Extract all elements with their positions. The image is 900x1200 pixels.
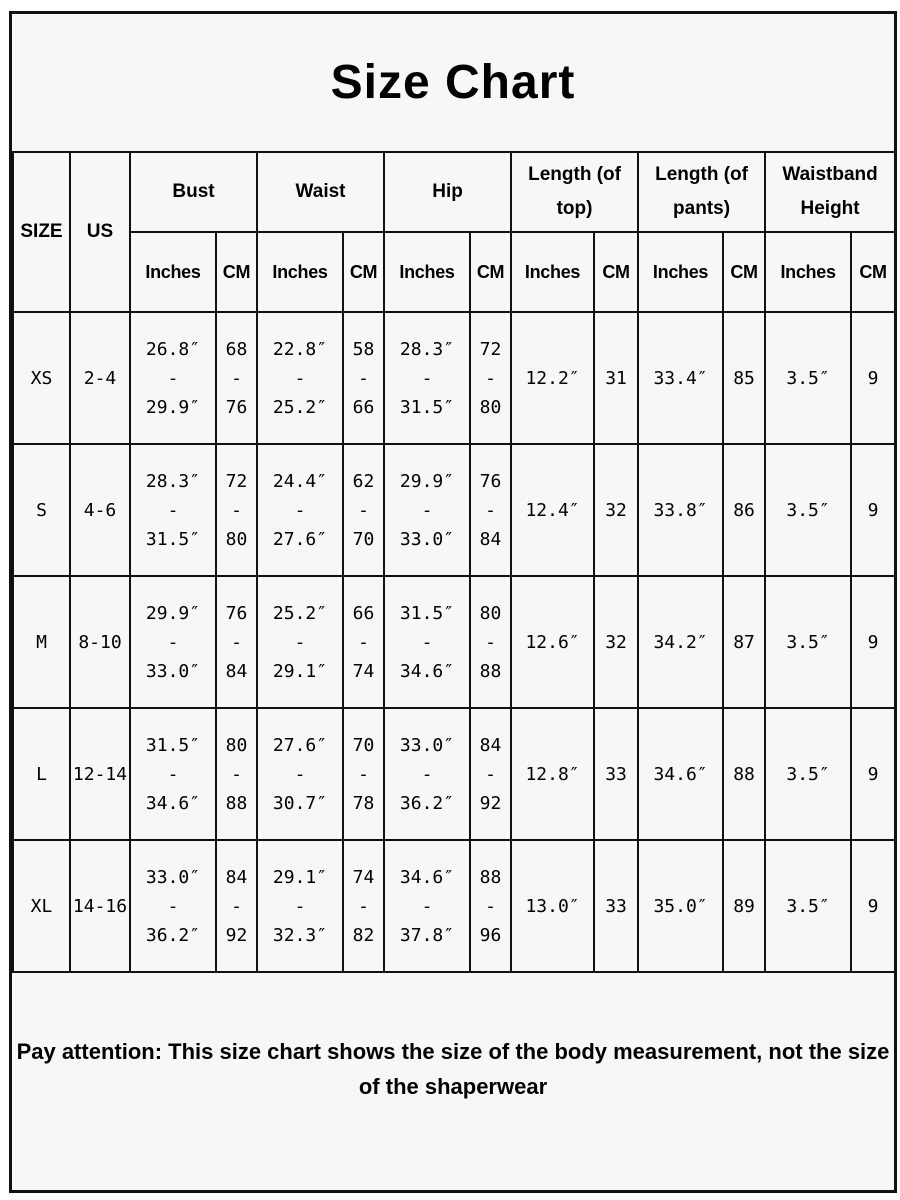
us-cell: 12-14: [70, 708, 130, 840]
range-max: 29.1″: [272, 660, 328, 682]
range-min: 84: [479, 734, 502, 756]
range-min: 29.9″: [399, 470, 455, 492]
unit-inches: Inches: [511, 232, 594, 312]
unit-cm: CM: [216, 232, 257, 312]
range-dash: -: [485, 631, 496, 653]
hip-cm-cell: [470, 444, 511, 576]
range-dash: -: [231, 631, 242, 653]
pants-length-cm-cell: 87: [723, 576, 765, 708]
top-length-cm-cell: 32: [594, 444, 638, 576]
range-dash: -: [231, 763, 242, 785]
range-min: 29.9″: [145, 602, 201, 624]
size-cell: XL: [13, 840, 70, 972]
hip-cm-cell: [470, 708, 511, 840]
range-min: 58: [352, 338, 375, 360]
range-max: 88: [479, 660, 502, 682]
waistband-inches-cell: 3.5″: [765, 312, 851, 444]
hip-cm-cell: [470, 576, 511, 708]
range-dash: -: [421, 499, 433, 521]
range-max: 27.6″: [272, 528, 328, 550]
unit-inches: Inches: [257, 232, 343, 312]
waist-inches-cell: [257, 576, 343, 708]
range-dash: -: [485, 499, 496, 521]
unit-cm: CM: [470, 232, 511, 312]
size-cell: M: [13, 576, 70, 708]
range-dash: -: [485, 763, 496, 785]
range-max: 70: [352, 528, 375, 550]
bust-inches-cell: [130, 444, 216, 576]
range-dash: -: [358, 763, 369, 785]
range-max: 30.7″: [272, 792, 328, 814]
range-min: 26.8″: [145, 338, 201, 360]
waist-cm-cell: [343, 444, 384, 576]
waistband-cm-cell: 9: [851, 576, 895, 708]
range-dash: -: [485, 895, 496, 917]
waistband-cm-cell: 9: [851, 708, 895, 840]
range-max: 36.2″: [145, 924, 201, 946]
hip-cm-cell: [470, 312, 511, 444]
unit-cm: CM: [851, 232, 895, 312]
waistband-inches-cell: 3.5″: [765, 444, 851, 576]
range-dash: -: [421, 895, 433, 917]
top-length-inches-cell: 12.8″: [511, 708, 594, 840]
range-min: 74: [352, 866, 375, 888]
top-length-inches-cell: 13.0″: [511, 840, 594, 972]
waistband-cm-cell: 9: [851, 444, 895, 576]
unit-inches: Inches: [638, 232, 723, 312]
range-max: 80: [479, 396, 502, 418]
range-max: 33.0″: [399, 528, 455, 550]
range-min: 22.8″: [272, 338, 328, 360]
bust-cm-cell: [216, 708, 257, 840]
header-waistband-height: Waistband Height: [765, 152, 895, 232]
size-cell: S: [13, 444, 70, 576]
unit-inches: Inches: [384, 232, 470, 312]
header-bust: Bust: [130, 152, 257, 232]
range-max: 84: [225, 660, 248, 682]
range-dash: -: [231, 895, 242, 917]
range-dash: -: [167, 895, 179, 917]
range-max: 88: [225, 792, 248, 814]
header-length-pants: Length (of pants): [638, 152, 765, 232]
size-rows: [13, 312, 895, 972]
range-min: 66: [352, 602, 375, 624]
page-title: Size Chart: [330, 56, 576, 109]
waistband-inches-cell: 3.5″: [765, 708, 851, 840]
waistband-cm-cell: 9: [851, 840, 895, 972]
unit-cm: CM: [343, 232, 384, 312]
range-dash: -: [167, 763, 179, 785]
top-length-cm-cell: 33: [594, 840, 638, 972]
range-dash: -: [485, 367, 496, 389]
header-hip: Hip: [384, 152, 511, 232]
unit-inches: Inches: [130, 232, 216, 312]
top-length-inches-cell: 12.2″: [511, 312, 594, 444]
range-min: 76: [225, 602, 248, 624]
us-cell: 8-10: [70, 576, 130, 708]
pants-length-cm-cell: 89: [723, 840, 765, 972]
range-max: 74: [352, 660, 375, 682]
bust-inches-cell: [130, 312, 216, 444]
range-max: 37.8″: [399, 924, 455, 946]
top-length-cm-cell: 33: [594, 708, 638, 840]
range-dash: -: [421, 631, 433, 653]
range-max: 32.3″: [272, 924, 328, 946]
unit-cm: CM: [594, 232, 638, 312]
range-max: 36.2″: [399, 792, 455, 814]
range-min: 80: [225, 734, 248, 756]
bust-inches-cell: [130, 840, 216, 972]
table-row: [13, 312, 895, 444]
bust-cm-cell: [216, 444, 257, 576]
range-max: 34.6″: [145, 792, 201, 814]
range-min: 33.0″: [399, 734, 455, 756]
range-dash: -: [167, 499, 179, 521]
range-max: 92: [225, 924, 248, 946]
bust-cm-cell: [216, 840, 257, 972]
range-min: 72: [479, 338, 502, 360]
range-min: 28.3″: [145, 470, 201, 492]
range-dash: -: [294, 895, 306, 917]
range-dash: -: [358, 499, 369, 521]
hip-inches-cell: [384, 576, 470, 708]
hip-inches-cell: [384, 444, 470, 576]
top-length-inches-cell: 12.6″: [511, 576, 594, 708]
waist-cm-cell: [343, 576, 384, 708]
range-min: 34.6″: [399, 866, 455, 888]
pants-length-inches-cell: 35.0″: [638, 840, 723, 972]
table-row: [13, 840, 895, 972]
waist-cm-cell: [343, 312, 384, 444]
range-dash: -: [358, 367, 369, 389]
top-length-cm-cell: 32: [594, 576, 638, 708]
range-max: 78: [352, 792, 375, 814]
waistband-cm-cell: 9: [851, 312, 895, 444]
pants-length-cm-cell: 88: [723, 708, 765, 840]
table-row: [13, 576, 895, 708]
header-size: SIZE: [13, 152, 70, 312]
range-max: 84: [479, 528, 502, 550]
range-max: 25.2″: [272, 396, 328, 418]
range-dash: -: [421, 763, 433, 785]
size-chart-frame: [9, 11, 897, 1193]
hip-inches-cell: [384, 312, 470, 444]
top-length-inches-cell: 12.4″: [511, 444, 594, 576]
range-min: 68: [225, 338, 248, 360]
range-min: 33.0″: [145, 866, 201, 888]
range-min: 76: [479, 470, 502, 492]
range-min: 72: [225, 470, 248, 492]
header-length-top: Length (of top): [511, 152, 638, 232]
range-max: 76: [225, 396, 248, 418]
range-min: 31.5″: [399, 602, 455, 624]
attention-note: Pay attention: This size chart shows the size of the body measurement, not the size of the shaperwear: [16, 1039, 890, 1099]
range-dash: -: [421, 367, 433, 389]
size-cell: L: [13, 708, 70, 840]
top-length-cm-cell: 31: [594, 312, 638, 444]
waist-inches-cell: [257, 840, 343, 972]
waistband-inches-cell: 3.5″: [765, 840, 851, 972]
table-row: [13, 708, 895, 840]
range-max: 80: [225, 528, 248, 550]
range-dash: -: [294, 631, 306, 653]
waist-cm-cell: [343, 840, 384, 972]
waistband-inches-cell: 3.5″: [765, 576, 851, 708]
header-row-groups: [13, 152, 895, 232]
range-min: 80: [479, 602, 502, 624]
hip-cm-cell: [470, 840, 511, 972]
range-min: 88: [479, 866, 502, 888]
range-max: 34.6″: [399, 660, 455, 682]
header-waist: Waist: [257, 152, 384, 232]
range-max: 66: [352, 396, 375, 418]
pants-length-inches-cell: 33.8″: [638, 444, 723, 576]
range-dash: -: [358, 631, 369, 653]
range-min: 84: [225, 866, 248, 888]
range-max: 29.9″: [145, 396, 201, 418]
range-max: 33.0″: [145, 660, 201, 682]
table-row: [13, 444, 895, 576]
range-dash: -: [294, 763, 306, 785]
unit-cm: CM: [723, 232, 765, 312]
size-table: [12, 151, 896, 973]
range-dash: -: [167, 367, 179, 389]
range-max: 92: [479, 792, 502, 814]
range-min: 70: [352, 734, 375, 756]
range-dash: -: [231, 367, 242, 389]
pants-length-inches-cell: 33.4″: [638, 312, 723, 444]
waist-inches-cell: [257, 312, 343, 444]
range-dash: -: [167, 631, 179, 653]
range-dash: -: [294, 499, 306, 521]
header-row-units: [13, 232, 895, 312]
range-min: 25.2″: [272, 602, 328, 624]
range-dash: -: [231, 499, 242, 521]
range-max: 96: [479, 924, 502, 946]
bust-inches-cell: [130, 576, 216, 708]
waist-cm-cell: [343, 708, 384, 840]
waist-inches-cell: [257, 444, 343, 576]
range-min: 29.1″: [272, 866, 328, 888]
pants-length-inches-cell: 34.6″: [638, 708, 723, 840]
waist-inches-cell: [257, 708, 343, 840]
range-max: 31.5″: [399, 396, 455, 418]
range-max: 82: [352, 924, 375, 946]
range-min: 62: [352, 470, 375, 492]
us-cell: 2-4: [70, 312, 130, 444]
range-min: 28.3″: [399, 338, 455, 360]
size-cell: XS: [13, 312, 70, 444]
bust-cm-cell: [216, 312, 257, 444]
hip-inches-cell: [384, 840, 470, 972]
range-min: 27.6″: [272, 734, 328, 756]
bust-cm-cell: [216, 576, 257, 708]
pants-length-cm-cell: 86: [723, 444, 765, 576]
range-max: 31.5″: [145, 528, 201, 550]
us-cell: 14-16: [70, 840, 130, 972]
range-min: 31.5″: [145, 734, 201, 756]
header-us: US: [70, 152, 130, 312]
hip-inches-cell: [384, 708, 470, 840]
range-min: 24.4″: [272, 470, 328, 492]
pants-length-cm-cell: 85: [723, 312, 765, 444]
us-cell: 4-6: [70, 444, 130, 576]
unit-inches: Inches: [765, 232, 851, 312]
bust-inches-cell: [130, 708, 216, 840]
range-dash: -: [358, 895, 369, 917]
pants-length-inches-cell: 34.2″: [638, 576, 723, 708]
range-dash: -: [294, 367, 306, 389]
